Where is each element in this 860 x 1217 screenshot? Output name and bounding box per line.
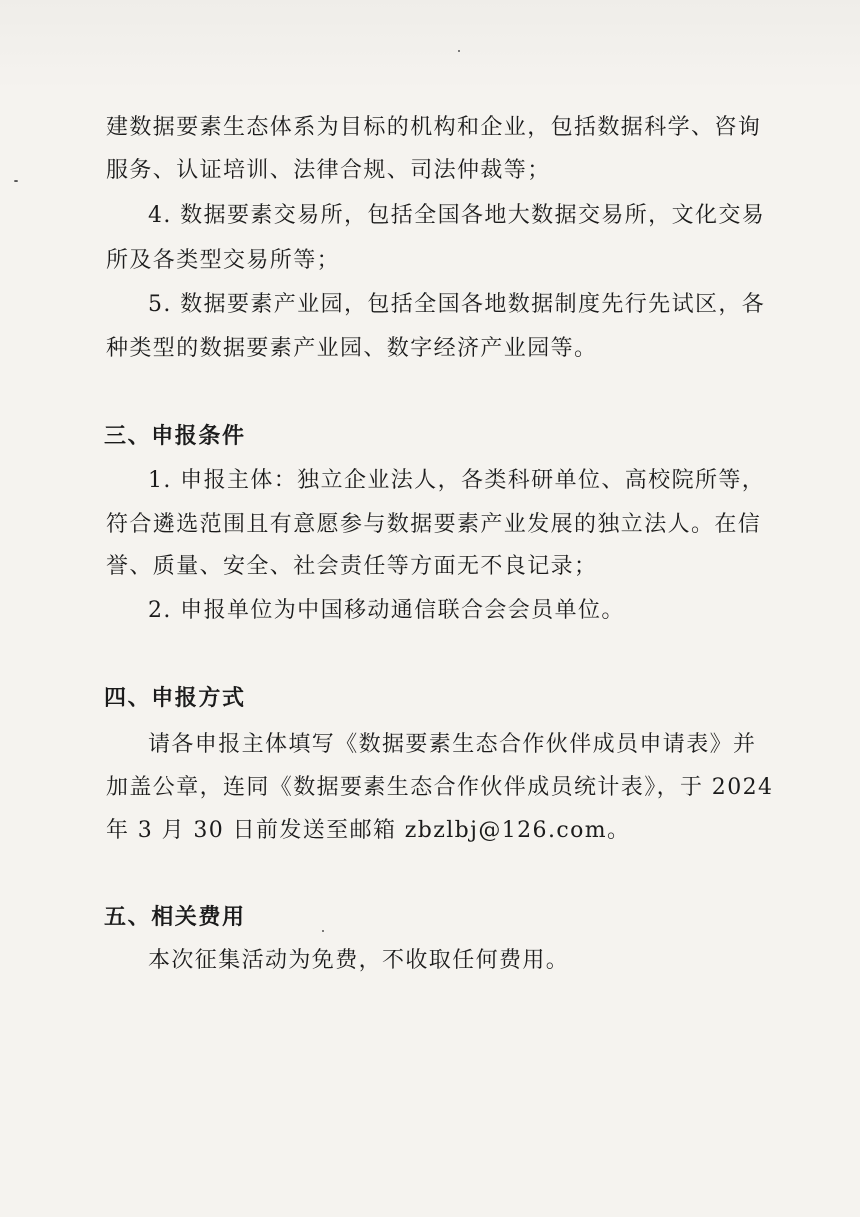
item-5-line-1: 5. 数据要素产业园，包括全国各地数据制度先行先试区，各 bbox=[148, 292, 766, 317]
item-4-line-1: 4. 数据要素交易所，包括全国各地大数据交易所，文化交易 bbox=[148, 203, 766, 228]
section-3-item-2: 2. 申报单位为中国移动通信联合会会员单位。 bbox=[148, 598, 625, 623]
continuation-line-1: 建数据要素生态体系为目标的机构和企业，包括数据科学、咨询 bbox=[106, 115, 762, 140]
scan-speck bbox=[322, 930, 324, 932]
section-5-body: 本次征集活动为免费，不收取任何费用。 bbox=[148, 948, 570, 973]
section-4-line-2: 加盖公章，连同《数据要素生态合作伙伴成员统计表》，于 2024 bbox=[106, 775, 774, 800]
section-5-heading: 五、相关费用 bbox=[104, 905, 246, 930]
continuation-line-2: 服务、认证培训、法律合规、司法仲裁等； bbox=[106, 158, 551, 183]
scan-shading bbox=[0, 0, 860, 90]
scan-speck bbox=[14, 180, 18, 182]
section-3-item-1-line-2: 符合遴选范围且有意愿参与数据要素产业发展的独立法人。在信 bbox=[106, 512, 762, 537]
section-3-item-1-line-1: 1. 申报主体：独立企业法人，各类科研单位、高校院所等， bbox=[148, 468, 766, 493]
section-3-item-1-line-3: 誉、质量、安全、社会责任等方面无不良记录； bbox=[106, 554, 598, 579]
section-3-heading: 三、申报条件 bbox=[104, 424, 246, 449]
section-4-line-1: 请各申报主体填写《数据要素生态合作伙伴成员申请表》并 bbox=[148, 732, 757, 757]
section-4-line-3: 年 3 月 30 日前发送至邮箱 zbzlbj@126.com。 bbox=[106, 818, 631, 843]
section-4-heading: 四、申报方式 bbox=[104, 686, 246, 711]
item-4-line-2: 所及各类型交易所等； bbox=[106, 248, 341, 273]
item-5-line-2: 种类型的数据要素产业园、数字经济产业园等。 bbox=[106, 336, 598, 361]
scan-speck bbox=[458, 50, 460, 52]
